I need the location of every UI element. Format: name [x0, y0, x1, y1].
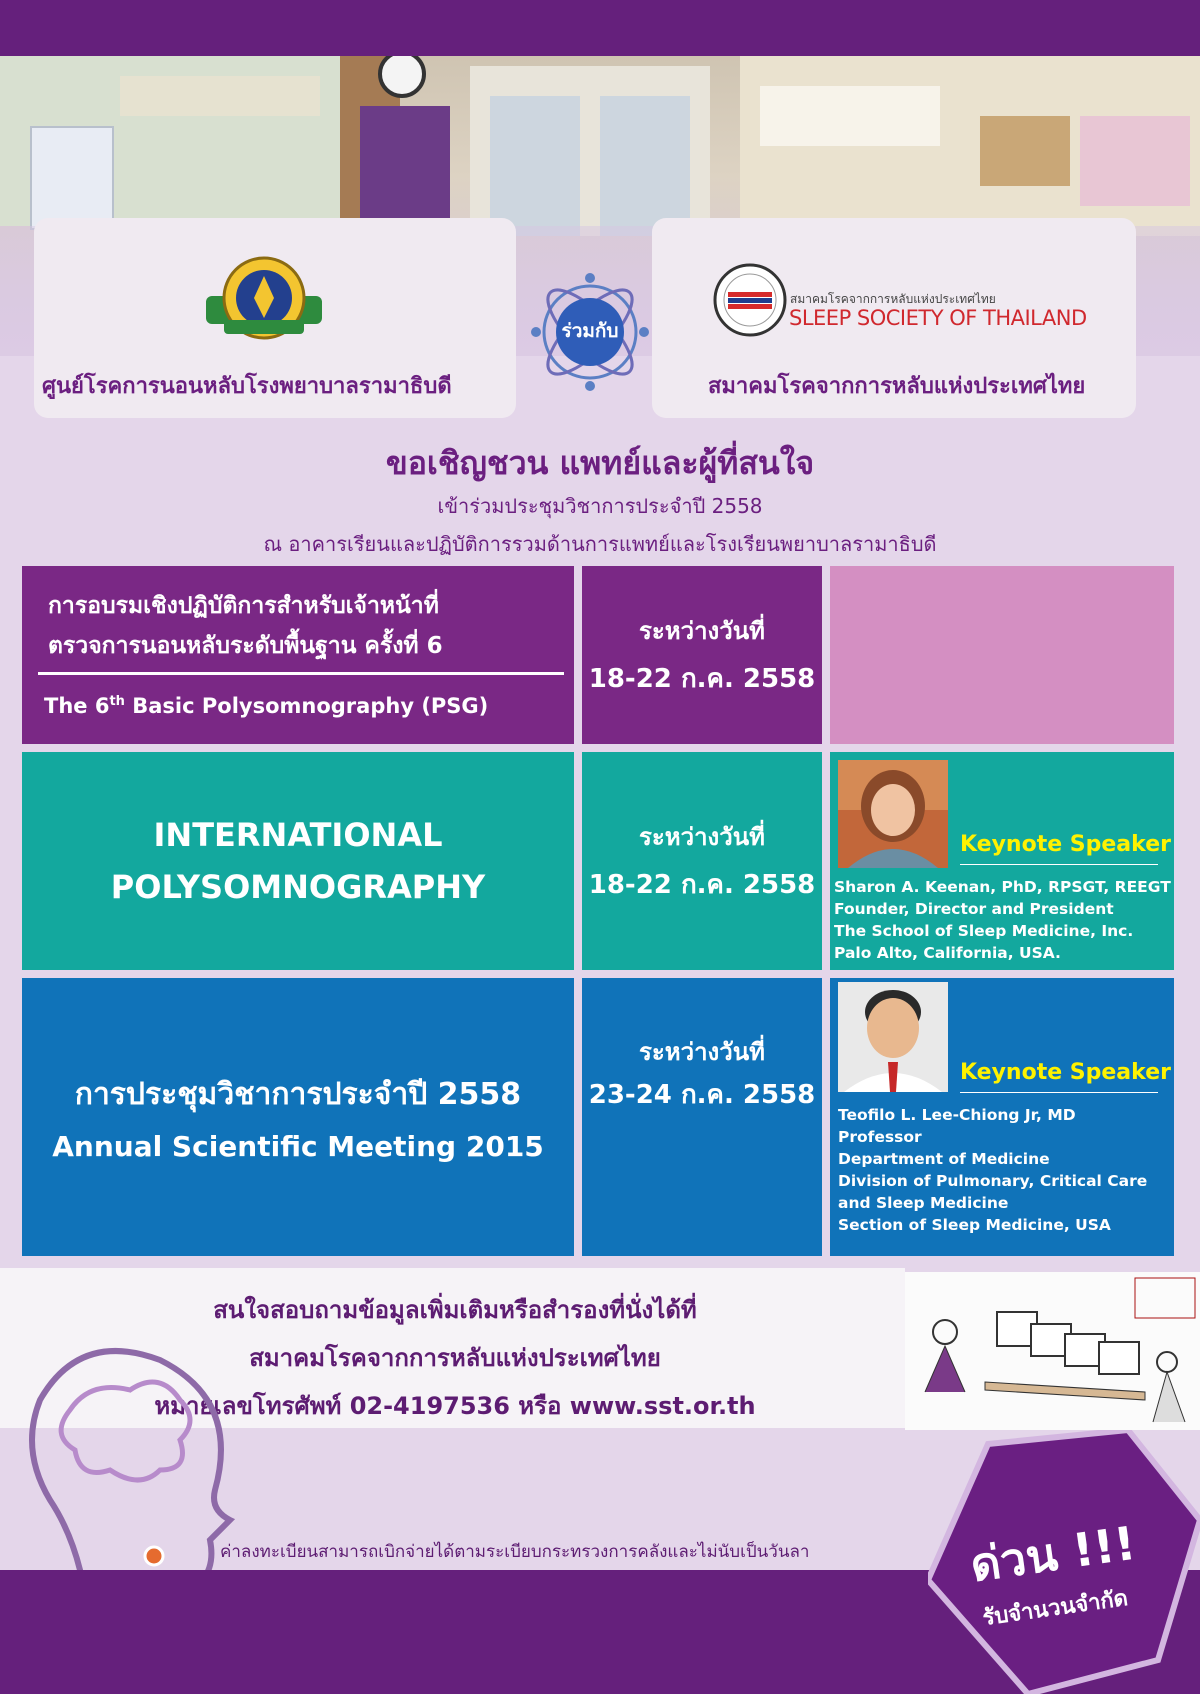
speaker-line: Division of Pulmonary, Critical Care	[838, 1172, 1148, 1190]
invitation-title: ขอเชิญชวน แพทย์และผู้ที่สนใจ	[385, 444, 815, 482]
event-international-psg-title-2: POLYSOMNOGRAPHY	[110, 868, 486, 906]
invitation-line-2: ณ อาคารเรียนและปฏิบัติการรวมด้านการแพทย์และโรงเรียนพยาบาลรามาธิบดี	[263, 532, 937, 556]
speaker-line: The School of Sleep Medicine, Inc.	[834, 922, 1134, 940]
event-annual-meeting-title-1: การประชุมวิชาการประจำปี 2558	[74, 1077, 522, 1112]
event-basic-psg-divider	[38, 672, 564, 675]
speaker-line: Department of Medicine	[838, 1150, 1050, 1168]
invitation-line-1: เข้าร่วมประชุมวิชาการประจำปี 2558	[437, 494, 763, 518]
sleep-society-name: สมาคมโรคจากการหลับแห่งประเทศไทย	[708, 374, 1086, 399]
speaker-line: Professor	[838, 1128, 922, 1146]
event-international-psg-date: 18-22 ก.ค. 2558	[588, 870, 816, 900]
ramathibodi-sleep-center-name: ศูนย์โรคการนอนหลับโรงพยาบาลรามาธิบดี	[42, 374, 452, 399]
event-basic-psg-title-en	[44, 694, 488, 718]
event-annual-meeting-date: 23-24 ก.ค. 2558	[588, 1080, 816, 1110]
keynote-speaker-keenan-photo	[838, 760, 948, 868]
event-basic-psg-date-cell	[582, 566, 822, 744]
event-basic-psg-title-th-2: ตรวจการนอนหลับระดับพื้นฐาน ครั้งที่ 6	[48, 633, 443, 659]
speaker-line: Section of Sleep Medicine, USA	[838, 1216, 1111, 1234]
event-annual-meeting-keynote-cell	[830, 978, 1174, 1256]
event-basic-psg-title-en-post: Basic Polysomnography (PSG)	[124, 694, 489, 718]
collaboration-label: ร่วมกับ	[561, 320, 619, 342]
event-annual-meeting-keynote-label: Keynote Speaker	[960, 1060, 1171, 1085]
ramathibodi-sleep-center-box	[34, 218, 516, 418]
event-basic-psg-date-label: ระหว่างวันที่	[639, 617, 765, 645]
speaker-line: and Sleep Medicine	[838, 1194, 1009, 1212]
top-bar	[0, 0, 1200, 56]
event-international-psg-title-cell	[22, 752, 574, 970]
event-basic-psg-title-en-pre: The 6	[44, 694, 110, 718]
speaker-line: Sharon A. Keenan, PhD, RPSGT, REEGT	[834, 878, 1171, 896]
event-annual-meeting-title-2: Annual Scientific Meeting 2015	[52, 1130, 544, 1163]
event-basic-psg-title-en-sup: th	[109, 694, 125, 709]
registration-note: ค่าลงทะเบียนสามารถเบิกจ่ายได้ตามระเบียบกระทรวงการคลังและไม่นับเป็นวันลา	[220, 1542, 810, 1562]
keynote-speaker-lee-chiong	[838, 1104, 1147, 1236]
speaker-line: Palo Alto, California, USA.	[834, 944, 1061, 962]
event-international-psg-keynote-label: Keynote Speaker	[960, 832, 1171, 857]
keynote-divider	[960, 864, 1158, 865]
keynote-speaker-lee-chiong-photo	[838, 982, 948, 1092]
event-international-psg-date-cell	[582, 752, 822, 970]
sleep-society-logo-thai: สมาคมโรคจากการหลับแห่งประเทศไทย	[790, 292, 996, 306]
event-international-psg-date-label: ระหว่างวันที่	[639, 823, 765, 851]
keynote-speaker-keenan	[834, 876, 1171, 964]
ramathibodi-emblem-icon	[204, 252, 324, 348]
contact-line-1: สนใจสอบถามข้อมูลเพิ่มเติมหรือสำรองที่นั่งได้ที่	[213, 1296, 697, 1324]
event-basic-psg-title-th-1: การอบรมเชิงปฏิบัติการสำหรับเจ้าหน้าที่	[48, 593, 439, 619]
event-annual-meeting-title-cell	[22, 978, 574, 1256]
sleep-lab-sketch-icon	[905, 1272, 1200, 1430]
event-annual-meeting-date-cell	[582, 978, 822, 1256]
speaker-line: Founder, Director and President	[834, 900, 1114, 918]
event-basic-psg-date: 18-22 ก.ค. 2558	[588, 664, 816, 694]
urgent-title: ด่วน !!!	[966, 1515, 1139, 1593]
contact-line-3: หมายเลขโทรศัพท์ 02-4197536 หรือ www.sst.or.th	[154, 1392, 756, 1420]
keynote-divider	[960, 1092, 1158, 1093]
urgent-subtitle: รับจำนวนจำกัด	[981, 1585, 1130, 1632]
sleep-society-box	[652, 218, 1136, 418]
event-international-psg-keynote-cell	[830, 752, 1174, 970]
speaker-line: Teofilo L. Lee-Chiong Jr, MD	[838, 1106, 1076, 1124]
sleep-society-logo-english: SLEEP SOCIETY OF THAILAND	[789, 306, 1087, 330]
event-basic-psg-empty-cell	[830, 566, 1174, 744]
event-international-psg-title-1: INTERNATIONAL	[153, 816, 443, 854]
event-basic-psg-title-cell	[22, 566, 574, 744]
event-annual-meeting-date-label: ระหว่างวันที่	[639, 1038, 765, 1066]
contact-line-2: สมาคมโรคจากการหลับแห่งประเทศไทย	[249, 1344, 661, 1372]
sleep-society-logo-icon	[712, 262, 788, 338]
